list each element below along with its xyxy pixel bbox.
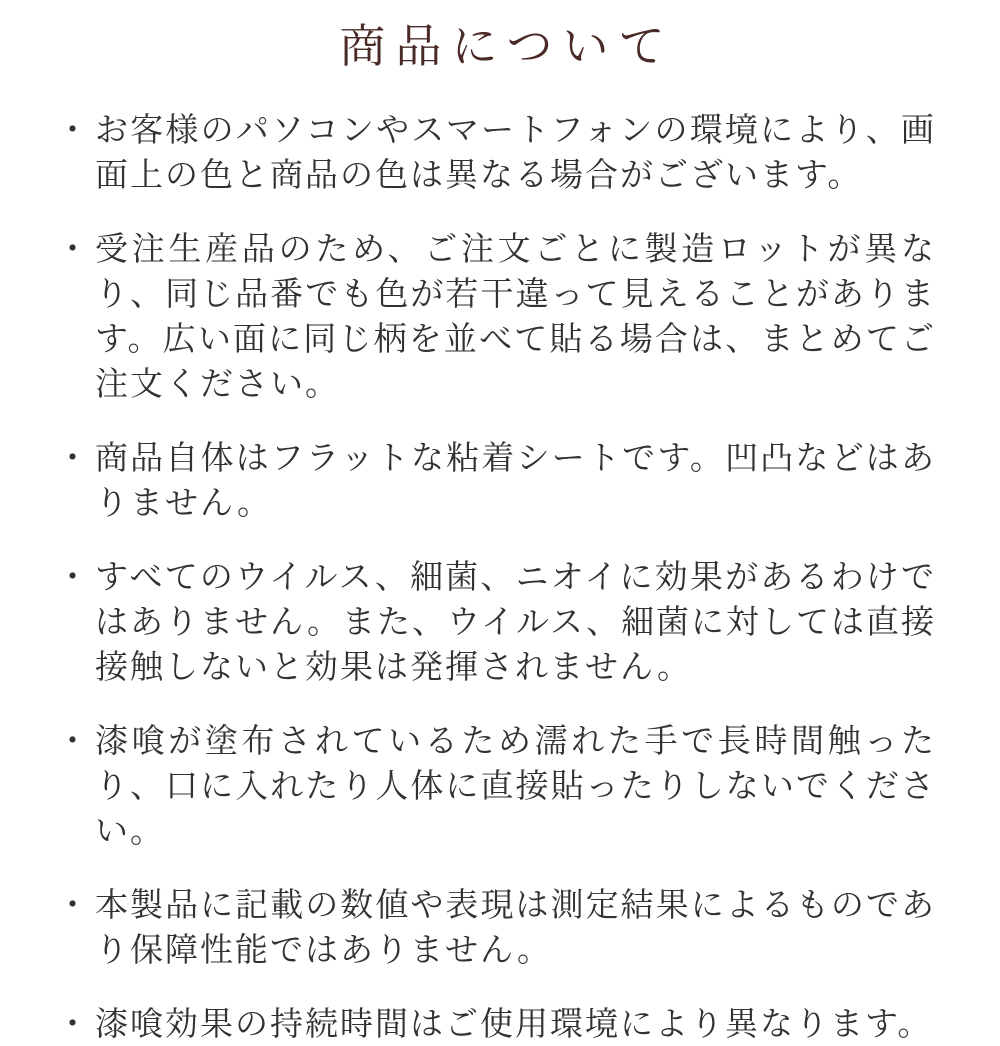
note-text: 漆喰効果の持続時間はご使用環境により異なります。 xyxy=(95,1004,933,1042)
note-item xyxy=(56,718,936,853)
note-text: 商品自体はフラットな粘着シートです。凹凸などはありません。 xyxy=(95,438,936,521)
notes-list xyxy=(56,107,936,1046)
note-item xyxy=(56,226,936,406)
note-text: 漆喰が塗布されているため濡れた手で長時間触ったり、口に入れたり人体に直接貼ったりしないでください。 xyxy=(95,721,936,849)
bullet-dot-icon: ・ xyxy=(56,438,89,476)
note-item xyxy=(56,882,936,972)
bullet-dot-icon: ・ xyxy=(56,721,89,759)
bullet-dot-icon: ・ xyxy=(56,1004,89,1042)
note-text: 受注生産品のため、ご注文ごとに製造ロットが異なり、同じ品番でも色が若干違って見えることがあります。広い面に同じ柄を並べて貼る場合は、まとめてご注文ください。 xyxy=(95,229,936,402)
note-text: 本製品に記載の数値や表現は測定結果によるものであり保障性能ではありません。 xyxy=(95,885,936,968)
note-item xyxy=(56,107,936,197)
note-text: すべてのウイルス、細菌、ニオイに効果があるわけではありません。また、ウイルス、細菌に対しては直接接触しないと効果は発揮されません。 xyxy=(95,557,936,685)
note-item xyxy=(56,554,936,689)
page-title: 商品について xyxy=(339,20,675,72)
bullet-dot-icon: ・ xyxy=(56,110,89,148)
note-item xyxy=(56,435,936,525)
note-item xyxy=(56,1001,936,1046)
bullet-dot-icon: ・ xyxy=(56,885,89,923)
bullet-dot-icon: ・ xyxy=(56,557,89,595)
note-text: お客様のパソコンやスマートフォンの環境により、画面上の色と商品の色は異なる場合がございます。 xyxy=(95,110,936,193)
bullet-dot-icon: ・ xyxy=(56,229,89,267)
